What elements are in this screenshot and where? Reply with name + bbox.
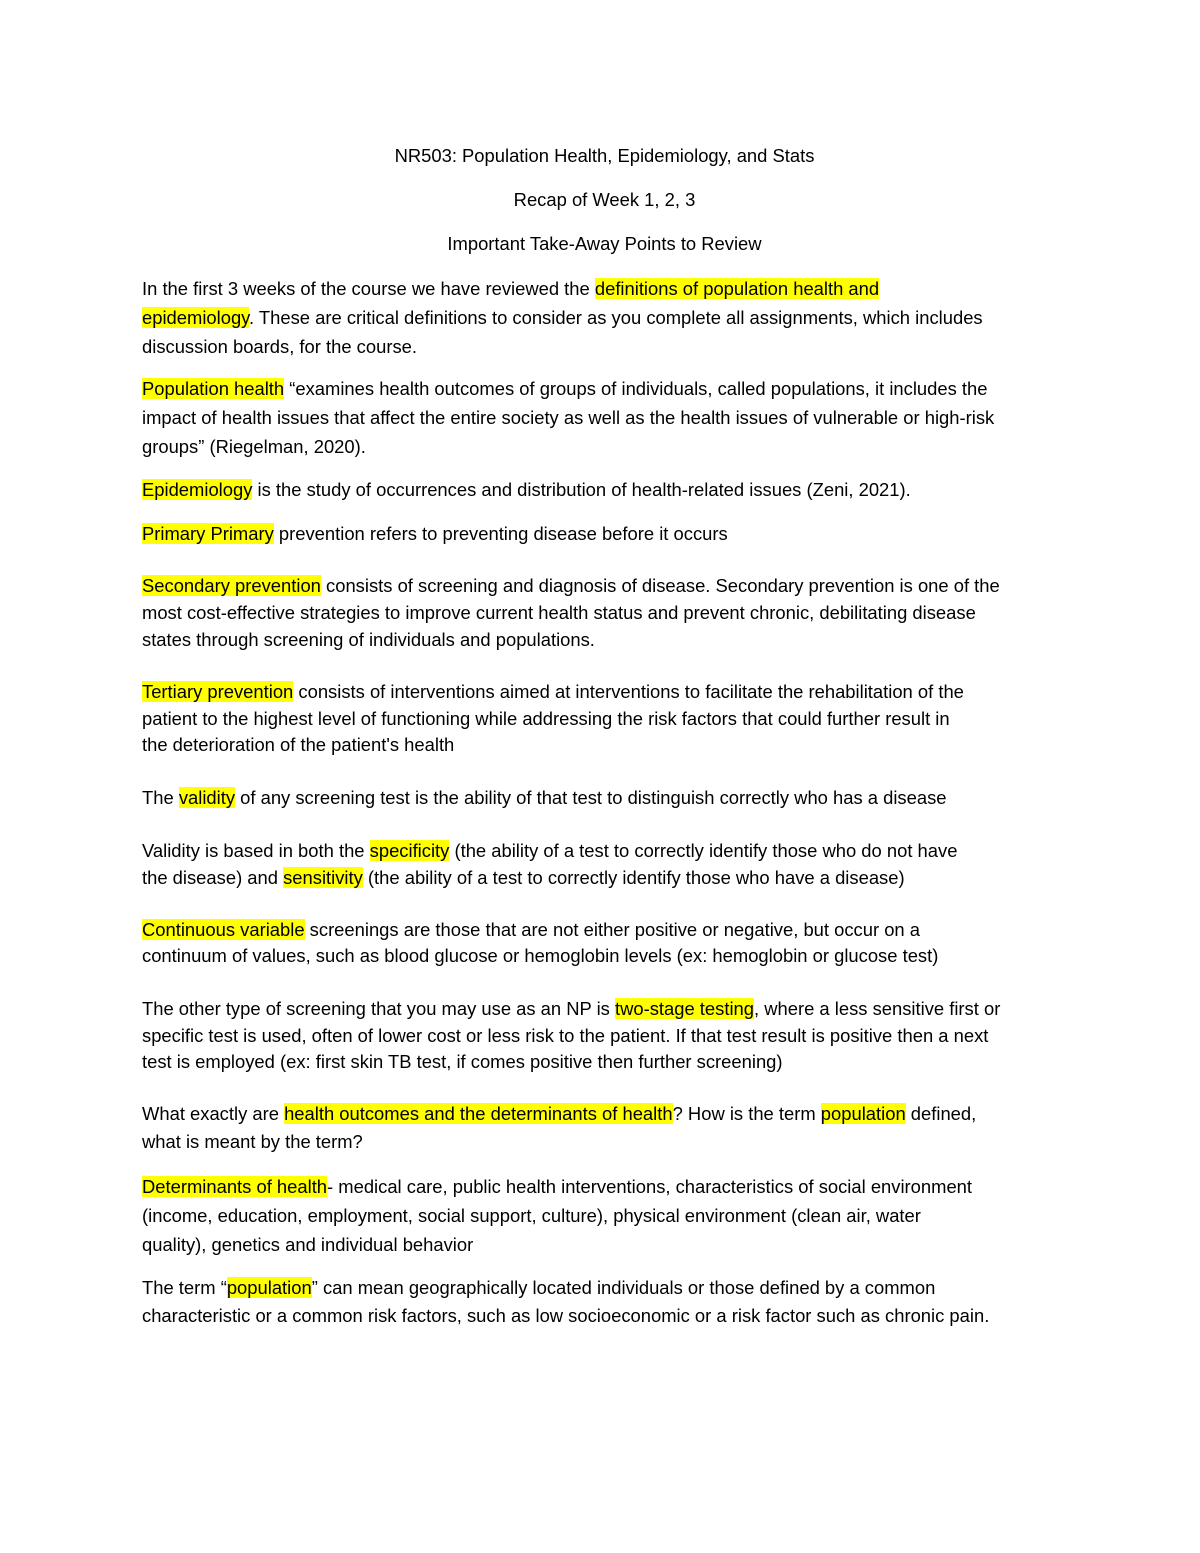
body-text: ” can mean geographically located individuals or those defined by a common bbox=[311, 1277, 936, 1298]
two-stage-line-2: specific test is used, often of lower cost or less risk to the patient. If that test result is positive then a next bbox=[142, 1025, 989, 1046]
highlight-epidemiology: epidemiology bbox=[142, 307, 250, 328]
definition-text: consists of interventions aimed at interventions to facilitate the rehabilitation of the bbox=[293, 681, 964, 702]
intro-line-3: discussion boards, for the course. bbox=[142, 336, 417, 357]
body-text: ? How is the term bbox=[672, 1103, 821, 1124]
definition-text: “examines health outcomes of groups of individuals, called populations, it includes the bbox=[284, 378, 988, 399]
body-text: The term “ bbox=[142, 1277, 227, 1298]
epidemiology-line bbox=[142, 477, 911, 503]
body-text: (the ability of a test to correctly identify those who do not have bbox=[449, 840, 958, 861]
body-text: What exactly are bbox=[142, 1103, 285, 1124]
term-two-stage-testing: two-stage testing bbox=[614, 998, 754, 1019]
term-population-quoted: population bbox=[226, 1277, 312, 1298]
secondary-prevention-line-3: states through screening of individuals and populations. bbox=[142, 629, 595, 650]
body-text: Validity is based in both the bbox=[142, 840, 370, 861]
term-epidemiology: Epidemiology bbox=[142, 479, 253, 500]
spec-sens-line-1 bbox=[142, 838, 957, 864]
continuous-variable-line-1 bbox=[142, 917, 920, 943]
body-text: the disease) and bbox=[142, 867, 284, 888]
spec-sens-line-2 bbox=[142, 865, 905, 891]
tertiary-prevention-line-3: the deterioration of the patient's health bbox=[142, 734, 455, 755]
validity-line bbox=[142, 785, 947, 811]
intro-line-1 bbox=[142, 276, 879, 302]
intro-line-2 bbox=[142, 305, 983, 331]
body-text: (the ability of a test to correctly identify those who have a disease) bbox=[362, 867, 905, 888]
definition-text: - medical care, public health interventions, characteristics of social environment bbox=[327, 1176, 973, 1197]
question-line-2: what is meant by the term? bbox=[142, 1131, 363, 1152]
recap-heading: Recap of Week 1, 2, 3 bbox=[513, 189, 696, 210]
term-primary-prevention: Primary Primary bbox=[142, 523, 274, 544]
secondary-prevention-line-2: most cost-effective strategies to improve current health status and prevent chronic, debilitating disease bbox=[142, 602, 976, 623]
body-text: The other type of screening that you may use as an NP is bbox=[142, 998, 615, 1019]
population-health-line-2: impact of health issues that affect the entire society as well as the health issues of vulnerable or high-risk bbox=[142, 407, 995, 428]
intro-text: . These are critical definitions to consider as you complete all assignments, which includes bbox=[249, 307, 983, 328]
population-term-line-1 bbox=[142, 1275, 935, 1301]
tertiary-prevention-line-1 bbox=[142, 679, 964, 705]
body-text: defined, bbox=[905, 1103, 977, 1124]
intro-text: In the first 3 weeks of the course we have reviewed the bbox=[142, 278, 595, 299]
definition-text: screenings are those that are not either positive or negative, but occur on a bbox=[304, 919, 920, 940]
two-stage-line-1 bbox=[142, 996, 1000, 1022]
term-population: population bbox=[820, 1103, 906, 1124]
term-continuous-variable: Continuous variable bbox=[142, 919, 305, 940]
term-determinants-of-health: Determinants of health bbox=[142, 1176, 328, 1197]
question-line-1 bbox=[142, 1101, 976, 1127]
highlight-definitions: definitions of population health and bbox=[594, 278, 880, 299]
tertiary-prevention-line-2: patient to the highest level of functioning while addressing the risk factors that could further result in bbox=[142, 708, 950, 729]
definition-text: prevention refers to preventing disease before it occurs bbox=[273, 523, 728, 544]
determinants-line-2: (income, education, employment, social support, culture), physical environment (clean air, water bbox=[142, 1205, 921, 1226]
body-text: of any screening test is the ability of that test to distinguish correctly who has a disease bbox=[235, 787, 947, 808]
body-text: , where a less sensitive first or bbox=[754, 998, 1001, 1019]
term-specificity: specificity bbox=[369, 840, 450, 861]
term-sensitivity: sensitivity bbox=[283, 867, 363, 888]
course-title: NR503: Population Health, Epidemiology, and Stats bbox=[394, 145, 815, 166]
determinants-line-1 bbox=[142, 1174, 972, 1200]
subtitle: Important Take-Away Points to Review bbox=[447, 233, 762, 254]
primary-prevention-line bbox=[142, 521, 728, 547]
secondary-prevention-line-1 bbox=[142, 573, 1000, 599]
determinants-line-3: quality), genetics and individual behavior bbox=[142, 1234, 474, 1255]
population-term-line-2: characteristic or a common risk factors, such as low socioeconomic or a risk factor such as chronic pain. bbox=[142, 1305, 990, 1326]
continuous-variable-line-2: continuum of values, such as blood glucose or hemoglobin levels (ex: hemoglobin or glucose test) bbox=[142, 945, 939, 966]
two-stage-line-3: test is employed (ex: first skin TB test, if comes positive then further screening) bbox=[142, 1051, 783, 1072]
term-secondary-prevention: Secondary prevention bbox=[142, 575, 321, 596]
definition-text: is the study of occurrences and distribution of health-related issues (Zeni, 2021). bbox=[252, 479, 911, 500]
term-validity: validity bbox=[178, 787, 236, 808]
population-health-line-3: groups” (Riegelman, 2020). bbox=[142, 436, 366, 457]
population-health-line-1 bbox=[142, 376, 987, 402]
term-population-health: Population health bbox=[142, 378, 285, 399]
definition-text: consists of screening and diagnosis of disease. Secondary prevention is one of the bbox=[320, 575, 1000, 596]
body-text: The bbox=[142, 787, 179, 808]
term-health-outcomes: health outcomes and the determinants of health bbox=[284, 1103, 673, 1124]
term-tertiary-prevention: Tertiary prevention bbox=[142, 681, 294, 702]
